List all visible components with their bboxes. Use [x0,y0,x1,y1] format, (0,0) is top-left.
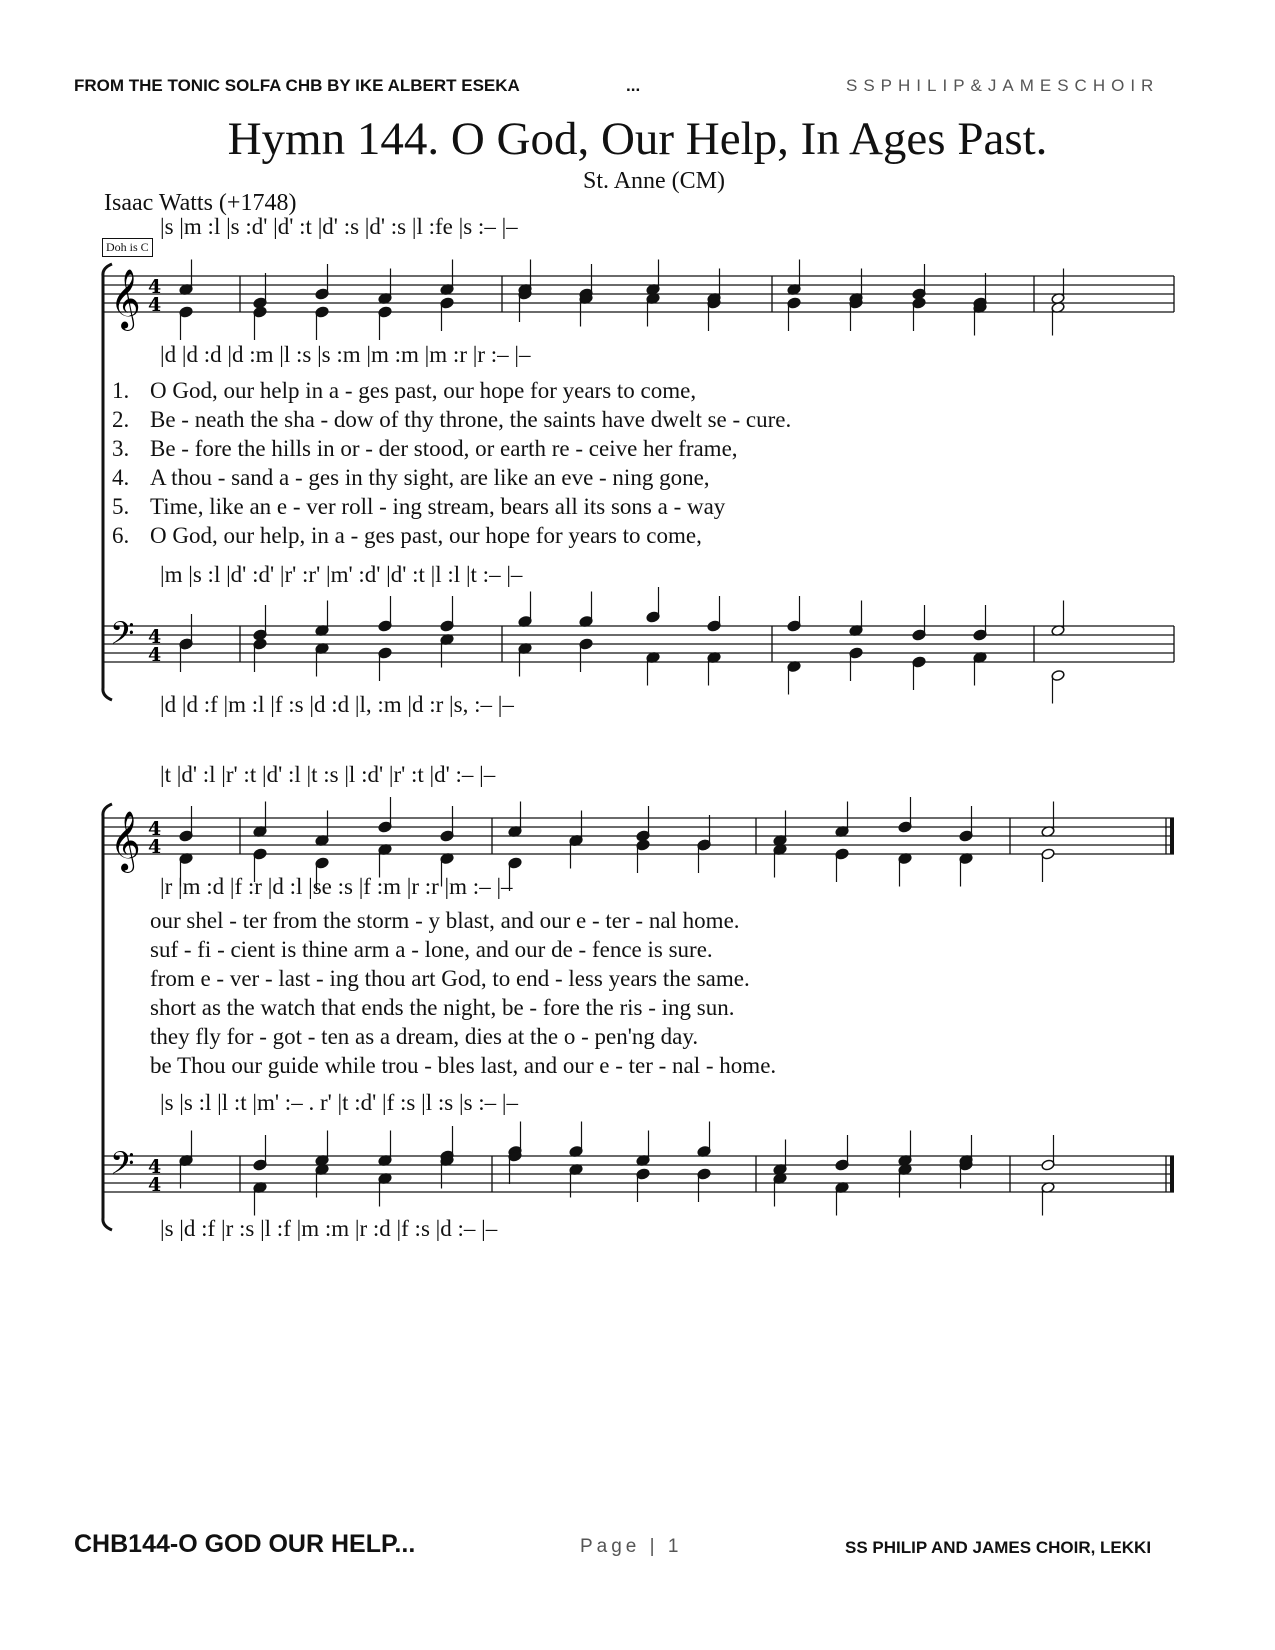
footer-title: CHB144-O GOD OUR HELP... [74,1530,416,1558]
time-sig-top: 4 [148,276,162,298]
verse-number: 6. [112,523,130,548]
tenor-solfa-line-2: |s |s :l |l :t |m' :– . r' |t :d' |f :s |l :s |s :– |– [160,1090,519,1115]
treble-clef-icon: 𝄞 [110,269,141,329]
time-sig-bottom: 4 [148,294,162,316]
time-sig-bottom: 4 [148,644,162,666]
time-sig-bottom: 4 [148,1174,162,1196]
bass-solfa-line-1: |d |d :f |m :l |f :s |d :d |l, :m |d :r |s, :– |– [160,692,514,717]
verse-lyric: Be - fore the hills in or - der stood, or earth re - ceive her frame, [150,436,738,461]
page-label: Page [580,1536,641,1557]
page-number: | 1 [649,1536,683,1557]
treble-staff-1 [104,270,1179,330]
verse-lyric: our shel - ter from the storm - y blast, and our e - ter - nal home. [150,908,740,933]
treble-clef-icon: 𝄞 [110,811,141,871]
system-bracket-2 [98,802,118,1232]
bracket-path [103,804,112,1230]
header-choir: SSPHILIP&JAMESCHOIR [846,76,1160,95]
time-sig-top: 4 [148,626,162,648]
header-ellipsis: ... [626,76,641,95]
final-bar [1170,1156,1174,1192]
bracket-path [103,264,112,700]
verse-lyric: be Thou our guide while trou - bles last, and our e - ter - nal - home. [150,1053,777,1078]
bass-clef-icon: 𝄢 [110,615,135,659]
verse-lyric: Time, like an e - ver roll - ing stream, bears all its sons a - way [150,494,726,519]
soprano-solfa-line-2: |t |d' :l |r' :t |d' :l |t :s |l :d' |r' :t |d' :– |– [160,762,496,787]
verse-number: 5. [112,494,130,519]
alto-solfa-line-2: |r |m :d |f :r |d :l |se :s |f :m |r :r |m :– |– [160,874,513,899]
time-sig-top: 4 [148,1156,162,1178]
footer-choir: SS PHILIP AND JAMES CHOIR, LEKKI [845,1538,1152,1557]
verse-lyric: they fly for - got - ten as a dream, dies at the o - pen'ng day. [150,1024,699,1049]
bass-staff-1 [104,615,1179,680]
footer-page [580,1536,682,1558]
verse-number: 2. [112,407,130,432]
verse-lyric: short as the watch that ends the night, be - fore the ris - ing sun. [150,995,735,1020]
verse-lyric: Be - neath the sha - dow of thy throne, the saints have dwelt se - cure. [150,407,792,432]
header-source: FROM THE TONIC SOLFA CHB BY IKE ALBERT ESEKA [74,76,520,95]
hymn-title: Hymn 144. O God, Our Help, In Ages Past. [227,113,1048,165]
verse-lyric: O God, our help, in a - ges past, our hope for years to come, [150,523,702,548]
verse-number: 1. [112,378,130,403]
time-sig-bottom: 4 [148,836,162,858]
hymn-author: Isaac Watts (+1748) [104,190,297,216]
treble-staff-2 [104,812,1179,872]
verse-number: 3. [112,436,130,461]
verse-lyric: O God, our help in a - ges past, our hope for years to come, [150,378,697,403]
bass-clef-icon: 𝄢 [110,1145,135,1189]
soprano-solfa-line-1: |s |m :l |s :d' |d' :t |d' :s |d' :s |l :fe |s :– |– [160,214,518,239]
verse-lyric: A thou - sand a - ges in thy sight, are like an eve - ning gone, [150,465,710,490]
time-sig-top: 4 [148,818,162,840]
verse-number: 4. [112,465,130,490]
bass-solfa-line-2: |s |d :f |r :s |l :f |m :m |r :d |f :s |d :– |– [160,1216,498,1241]
system-bracket-1 [98,262,118,702]
verse-lyric: suf - fi - cient is thine arm a - lone, and our de - fence is sure. [150,937,713,962]
alto-solfa-line-1: |d |d :d |d :m |l :s |s :m |m :m |m :r |r :– |– [160,342,531,367]
tenor-solfa-line-1: |m |s :l |d' :d' |r' :r' |m' :d' |d' :t |l :l |t :– |– [160,562,523,587]
bass-staff-2 [104,1145,1179,1210]
verse-lyric: from e - ver - last - ing thou art God, to end - less years the same. [150,966,750,991]
final-bar [1170,818,1174,854]
hymn-tune: St. Anne (CM) [583,168,726,194]
key-label: Doh is C [102,238,153,257]
